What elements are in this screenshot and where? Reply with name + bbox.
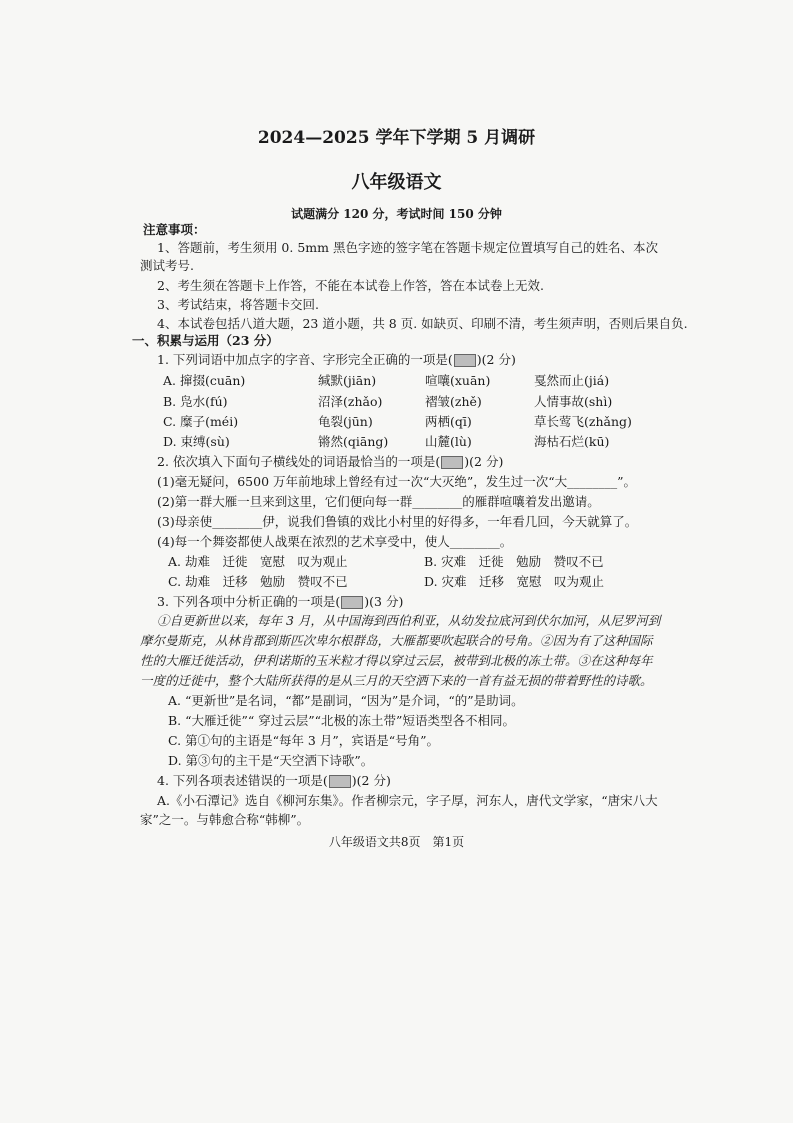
q1-option-b2: 沼泽(zhǎo): [318, 394, 383, 409]
question-1-text: 1. 下列词语中加点字的字音、字形完全正确的一项是(: [157, 352, 453, 367]
q1-option-c3: 两栖(qī): [425, 414, 472, 429]
q2-option-a: A. 劫难 迁徙 宽慰 叹为观止: [168, 554, 348, 569]
notice-item-1: 1、答题前，考生须用 0. 5mm 黑色字迹的签字笔在答题卡规定位置填写自己的姓名、本次: [157, 240, 658, 255]
q3-passage-line-2: 摩尔曼斯克，从林肯郡到斯匹次卑尔根群岛，大雁都要吹起联合的号角。②因为有了这种国际: [140, 633, 653, 648]
q1-option-d1: D. 束缚(sù): [163, 434, 230, 449]
notice-item-4: 4、本试卷包括八道大题，23 道小题，共 8 页. 如缺页、印刷不清，考生须声明，否则后果自负.: [157, 316, 688, 331]
q1-option-a2: 缄默(jiān): [318, 373, 377, 388]
q3-option-a: A. “更新世”是名词，“都”是副词，“因为”是介词，“的”是助词。: [168, 693, 524, 708]
answer-blank[interactable]: [329, 775, 351, 788]
question-4-stem: [157, 773, 391, 789]
exam-subject: 八年级语文: [351, 172, 442, 193]
section-heading: 一、积累与运用（23 分）: [132, 333, 279, 348]
q1-option-a3: 喧嚷(xuān): [425, 373, 491, 388]
q3-option-b: B. “大雁迁徙”“ 穿过云层”“北极的冻土带”短语类型各不相同。: [168, 713, 515, 728]
q2-option-d: D. 灾难 迁移 宽慰 叹为观止: [424, 574, 605, 589]
q3-passage-line-3: 性的大雁迁徙活动，伊利诺斯的玉米粒才得以穿过云层，被带到北极的冻土带。③在这种每年: [140, 653, 653, 668]
question-4-text: 4. 下列各项表述错误的一项是(: [157, 773, 328, 788]
q3-option-d: D. 第③句的主干是“天空洒下诗歌”。: [168, 753, 374, 768]
q4-option-a-line-1: A.《小石潭记》选自《柳河东集》。作者柳宗元，字子厚，河东人，唐代文学家，“唐宋八大: [157, 793, 658, 808]
answer-blank[interactable]: [341, 596, 363, 609]
notice-item-3: 3、考试结束，将答题卡交回.: [157, 297, 319, 312]
q4-option-a-line-2: 家”之一。与韩愈合称“韩柳”。: [140, 812, 310, 827]
q2-sentence-1: (1)毫无疑问，6500 万年前地球上曾经有过一次“大灭绝”，发生过一次“大________”。: [157, 474, 637, 489]
q2-sentence-2: (2)第一群大雁一旦来到这里，它们便向每一群________的雁群喧嚷着发出邀请。: [157, 494, 600, 509]
question-3-text: 3. 下列各项中分析正确的一项是(: [157, 594, 341, 609]
answer-blank[interactable]: [454, 354, 476, 367]
question-2-text: 2. 依次填入下面句子横线处的词语最恰当的一项是(: [157, 454, 441, 469]
notice-item-2: 2、考生须在答题卡上作答，不能在本试卷上作答，答在本试卷上无效.: [157, 278, 544, 293]
q3-passage-line-1: ①自更新世以来，每年 3 月，从中国海到西伯利亚，从幼发拉底河到伏尔加河，从尼罗河到: [157, 613, 661, 628]
question-2-stem: [157, 454, 503, 470]
q1-option-c2: 龟裂(jūn): [318, 414, 373, 429]
q1-option-b3: 褶皱(zhě): [425, 394, 482, 409]
exam-title: 2024—2025 学年下学期 5 月调研: [257, 128, 536, 148]
q1-option-c1: C. 糜子(méi): [163, 414, 239, 429]
q3-passage-line-4: 一度的迁徙中，整个大陆所获得的是从三月的天空洒下来的一首有益无损的带着野性的诗歌。: [140, 673, 653, 688]
notice-heading: 注意事项：: [143, 222, 206, 237]
exam-info: 试题满分 120 分，考试时间 150 分钟: [291, 207, 502, 221]
q1-option-b1: B. 凫水(fú): [163, 394, 228, 409]
q1-option-d4: 海枯石烂(kū): [534, 434, 610, 449]
question-3-stem: [157, 594, 403, 610]
page-footer: 八年级语文共8页 第1页: [328, 835, 465, 849]
answer-blank[interactable]: [441, 456, 463, 469]
q1-option-a1: A. 撺掇(cuān): [163, 373, 246, 388]
q1-option-b4: 人情事故(shì): [534, 394, 613, 409]
q1-option-c4: 草长莺飞(zhǎng): [534, 414, 632, 429]
q1-option-a4: 戛然而止(jiá): [534, 373, 610, 388]
question-1-score: )(2 分): [476, 352, 516, 367]
question-2-score: )(2 分): [464, 454, 504, 469]
q1-option-d3: 山麓(lù): [425, 434, 472, 449]
q2-sentence-3: (3)母亲使________伊，说我们鲁镇的戏比小村里的好得多，一年看几回，今天就算了。: [157, 514, 638, 529]
q2-sentence-4: (4)每一个舞姿都使人战栗在浓烈的艺术享受中，使人________。: [157, 534, 513, 549]
q3-option-c: C. 第①句的主语是“每年 3 月”，宾语是“号角”。: [168, 733, 440, 748]
question-3-score: )(3 分): [364, 594, 404, 609]
q1-option-d2: 锵然(qiāng): [318, 434, 389, 449]
q2-option-c: C. 劫难 迁移 勉励 赞叹不已: [168, 574, 348, 589]
question-4-score: )(2 分): [351, 773, 391, 788]
question-1-stem: [157, 352, 516, 368]
notice-item-1-cont: 测试考号.: [140, 258, 194, 273]
q2-option-b: B. 灾难 迁徙 勉励 赞叹不已: [424, 554, 604, 569]
